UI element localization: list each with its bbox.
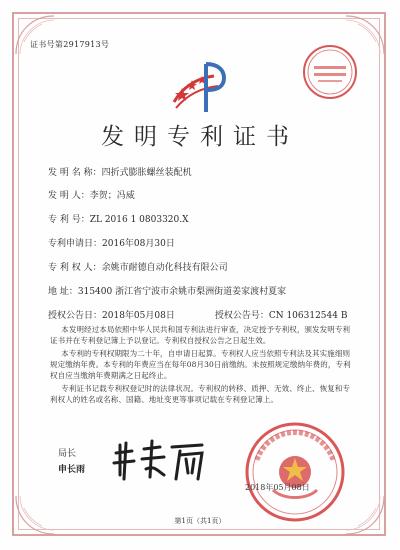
- field-inventor: [48, 188, 135, 201]
- patent-office-logo-icon: [168, 58, 232, 118]
- field-label: 授权公告日：: [48, 311, 103, 321]
- corner-ornament-icon: [12, 12, 58, 58]
- field-application-date: [48, 236, 175, 249]
- field-label: 发 明 名 称：: [48, 168, 102, 178]
- field-value: 315400 浙江省宁波市余姚市梨洲街道姜家渡村夏家: [77, 287, 287, 297]
- certificate-title: 发明专利证书: [101, 124, 299, 150]
- official-red-seal-icon: [243, 420, 347, 524]
- field-invention-name: [48, 165, 192, 178]
- field-value: 余姚市耐德自动化科技有限公司: [101, 263, 228, 273]
- field-label: 专 利 权 人：: [48, 263, 102, 273]
- signatory-name: 申长雨: [58, 465, 86, 475]
- field-label: 专 利 号：: [48, 215, 90, 225]
- field-label: 专利申请日：: [48, 239, 103, 249]
- paragraph-grant-notice: 本发明经过本局依照中华人民共和国专利法进行审查，决定授予专利权，颁发发明专利证书并在专利登记簿上予以登记。专利权自授权公告之日起生效。: [50, 325, 351, 345]
- corner-ornament-icon: [12, 492, 58, 538]
- field-label: 发 明 人：: [48, 191, 90, 201]
- certificate-number: 证书号第2917913号: [30, 40, 110, 49]
- field-label: 地 址：: [48, 287, 78, 297]
- field-value: ZL 2016 1 0803320.X: [89, 215, 189, 225]
- field-value: 2018年05月08日: [102, 311, 175, 321]
- grant-publication-number: 授权公告号：CN 106312544 B: [214, 311, 348, 321]
- corner-ornament-icon: [342, 492, 388, 538]
- field-value: 李贺；冯威: [89, 191, 135, 201]
- page-number: 第1页（共1页）: [174, 517, 226, 525]
- signatory-title: 局长: [58, 449, 77, 459]
- seal-top-right-icon: [300, 42, 360, 102]
- handwritten-signature-icon: [110, 435, 210, 485]
- field-grant-date: [48, 308, 347, 321]
- field-patent-number: [48, 212, 189, 225]
- field-value: 2016年08月30日: [102, 239, 175, 249]
- field-address: [48, 284, 286, 297]
- field-patentee: [48, 260, 228, 273]
- field-value: 四折式膨胀螺丝装配机: [101, 168, 192, 178]
- paragraph-term-notice: 本专利的专利权期限为二十年，自申请日起算。专利权人应当依照专利法及其实施细则规定缴纳年费。本专利的年费应当在每年08月30日前缴纳。未按照规定缴纳年费的，专利权自应当缴纳年费期满之日起终止。: [50, 349, 351, 380]
- paragraph-legal-status: 专利证书记载专利权登记时的法律状况。专利权的转移、质押、无效、终止、恢复和专利权人的姓名或名称、国籍、地址变更等事项记载在专利登记簿上。: [50, 384, 351, 404]
- seal-date: 2018年05月08日: [245, 483, 310, 492]
